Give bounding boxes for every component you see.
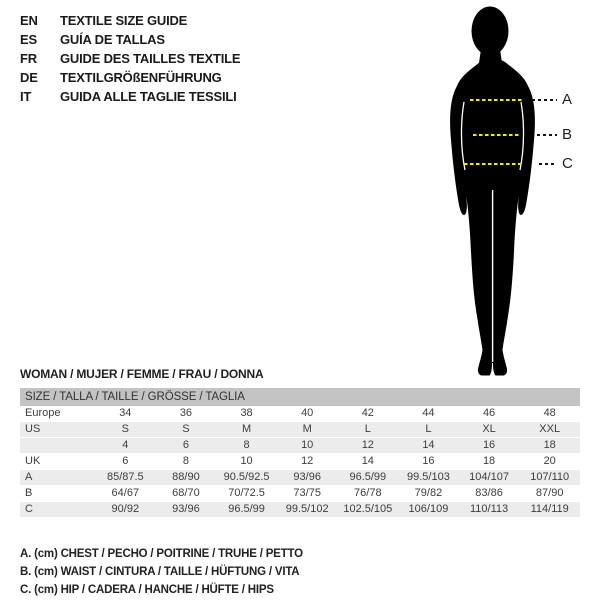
lang-title: TEXTILE SIZE GUIDE [60, 13, 188, 28]
table-row-chest [20, 470, 580, 486]
table-row-uk [20, 454, 580, 470]
cell: 10 [301, 439, 314, 451]
cell: 106/109 [408, 503, 449, 515]
row-label: B [25, 487, 33, 499]
row-label [20, 438, 95, 453]
cell: 68/70 [172, 487, 200, 499]
table-row-us-numeric [20, 438, 580, 454]
lang-title: GUÍA DE TALLAS [60, 32, 165, 47]
lang-row-en [20, 11, 240, 30]
cell: 90.5/92.5 [223, 471, 270, 483]
table-row-hip [20, 502, 580, 518]
lang-code: ES [20, 32, 37, 47]
lang-code: EN [20, 13, 38, 28]
cell: 96.5/99 [349, 471, 387, 483]
measurement-legend [20, 545, 303, 599]
cell: 40 [301, 407, 314, 419]
cell: M [302, 423, 312, 435]
cell: 34 [119, 407, 132, 419]
cell: 107/110 [530, 471, 570, 483]
lang-code: IT [20, 89, 32, 104]
cell: 83/86 [475, 487, 503, 499]
lang-row-fr [20, 49, 240, 68]
table-row-us [20, 422, 580, 438]
cell: 99.5/102 [285, 503, 329, 515]
lang-row-it [20, 87, 240, 106]
cell: 44 [422, 407, 435, 419]
cell: 8 [182, 455, 189, 467]
table-row-europe [20, 406, 580, 422]
cell: M [241, 423, 252, 435]
legend-waist: B. (cm) WAIST / CINTURA / TAILLE / HÜFTUNG / VITA [20, 566, 300, 578]
cell: 38 [240, 407, 253, 419]
cell: 102.5/105 [343, 503, 393, 515]
cell: 76/78 [354, 487, 382, 499]
cell: 93/96 [172, 503, 200, 515]
woman-silhouette [450, 7, 535, 376]
lang-title: TEXTILGRÖßENFÜHRUNG [60, 70, 222, 85]
lang-row-de [20, 68, 240, 87]
cell: 48 [543, 407, 556, 419]
cell: 6 [122, 455, 129, 467]
cell: XL [482, 423, 496, 435]
cell: 18 [482, 455, 496, 467]
cell: 6 [182, 439, 189, 451]
cell: L [364, 423, 371, 435]
legend-hip: C. (cm) HIP / CADERA / HANCHE / HÜFTE / HIPS [20, 584, 274, 596]
table-title: WOMAN / MUJER / FEMME / FRAU / DONNA [20, 367, 264, 381]
cell: 85/87.5 [106, 471, 144, 483]
lang-title: GUIDE DES TAILLES TEXTILE [60, 51, 241, 66]
cell: 16 [422, 455, 435, 467]
cell: 93/96 [293, 471, 321, 483]
cell: 88/90 [172, 471, 200, 483]
row-label: A [25, 471, 33, 483]
cell: 114/119 [530, 503, 569, 515]
cell: 14 [422, 439, 435, 451]
cell: 12 [301, 455, 314, 467]
cell: 8 [243, 439, 250, 451]
marker-label-c: C [562, 155, 573, 172]
row-label: UK [25, 455, 41, 467]
marker-label-a: A [562, 91, 573, 108]
cell: 42 [361, 407, 374, 419]
legend-chest: A. (cm) CHEST / PECHO / POITRINE / TRUHE / PETTO [20, 548, 303, 560]
cell: S [121, 423, 129, 435]
row-label: Europe [25, 407, 61, 419]
cell: L [425, 423, 432, 435]
woman-silhouette-figure [400, 0, 600, 390]
cell: 110/113 [469, 503, 509, 515]
cell: 46 [482, 407, 496, 419]
row-label: US [25, 423, 41, 435]
lang-row-es [20, 30, 240, 49]
cell: 10 [240, 455, 253, 467]
cell: 18 [543, 439, 556, 451]
cell: 79/82 [414, 487, 443, 499]
row-label: C [25, 503, 33, 515]
cell: 96.5/99 [228, 503, 265, 515]
cell: 70/72.5 [228, 487, 265, 499]
cell: 4 [122, 439, 129, 451]
table-row-waist [20, 486, 580, 502]
cell: S [182, 423, 190, 435]
cell: 73/75 [293, 487, 321, 499]
size-table [20, 388, 580, 518]
lang-code: DE [20, 70, 38, 85]
cell: 14 [361, 455, 374, 467]
language-header [20, 11, 240, 106]
cell: 36 [179, 407, 193, 419]
cell: 20 [543, 455, 556, 467]
size-table-header: SIZE / TALLA / TAILLE / GRÖSSE / TAGLIA [20, 388, 580, 406]
cell: 99.5/103 [407, 471, 450, 483]
cell: 12 [361, 439, 374, 451]
cell: 90/92 [111, 503, 140, 515]
cell: 64/67 [111, 487, 140, 499]
cell: 87/90 [535, 487, 564, 499]
cell: 16 [482, 439, 496, 451]
cell: 104/107 [469, 471, 509, 483]
marker-label-b: B [562, 126, 573, 143]
cell: XXL [539, 423, 561, 435]
lang-title: GUIDA ALLE TAGLIE TESSILI [60, 89, 237, 104]
lang-code: FR [20, 51, 37, 66]
